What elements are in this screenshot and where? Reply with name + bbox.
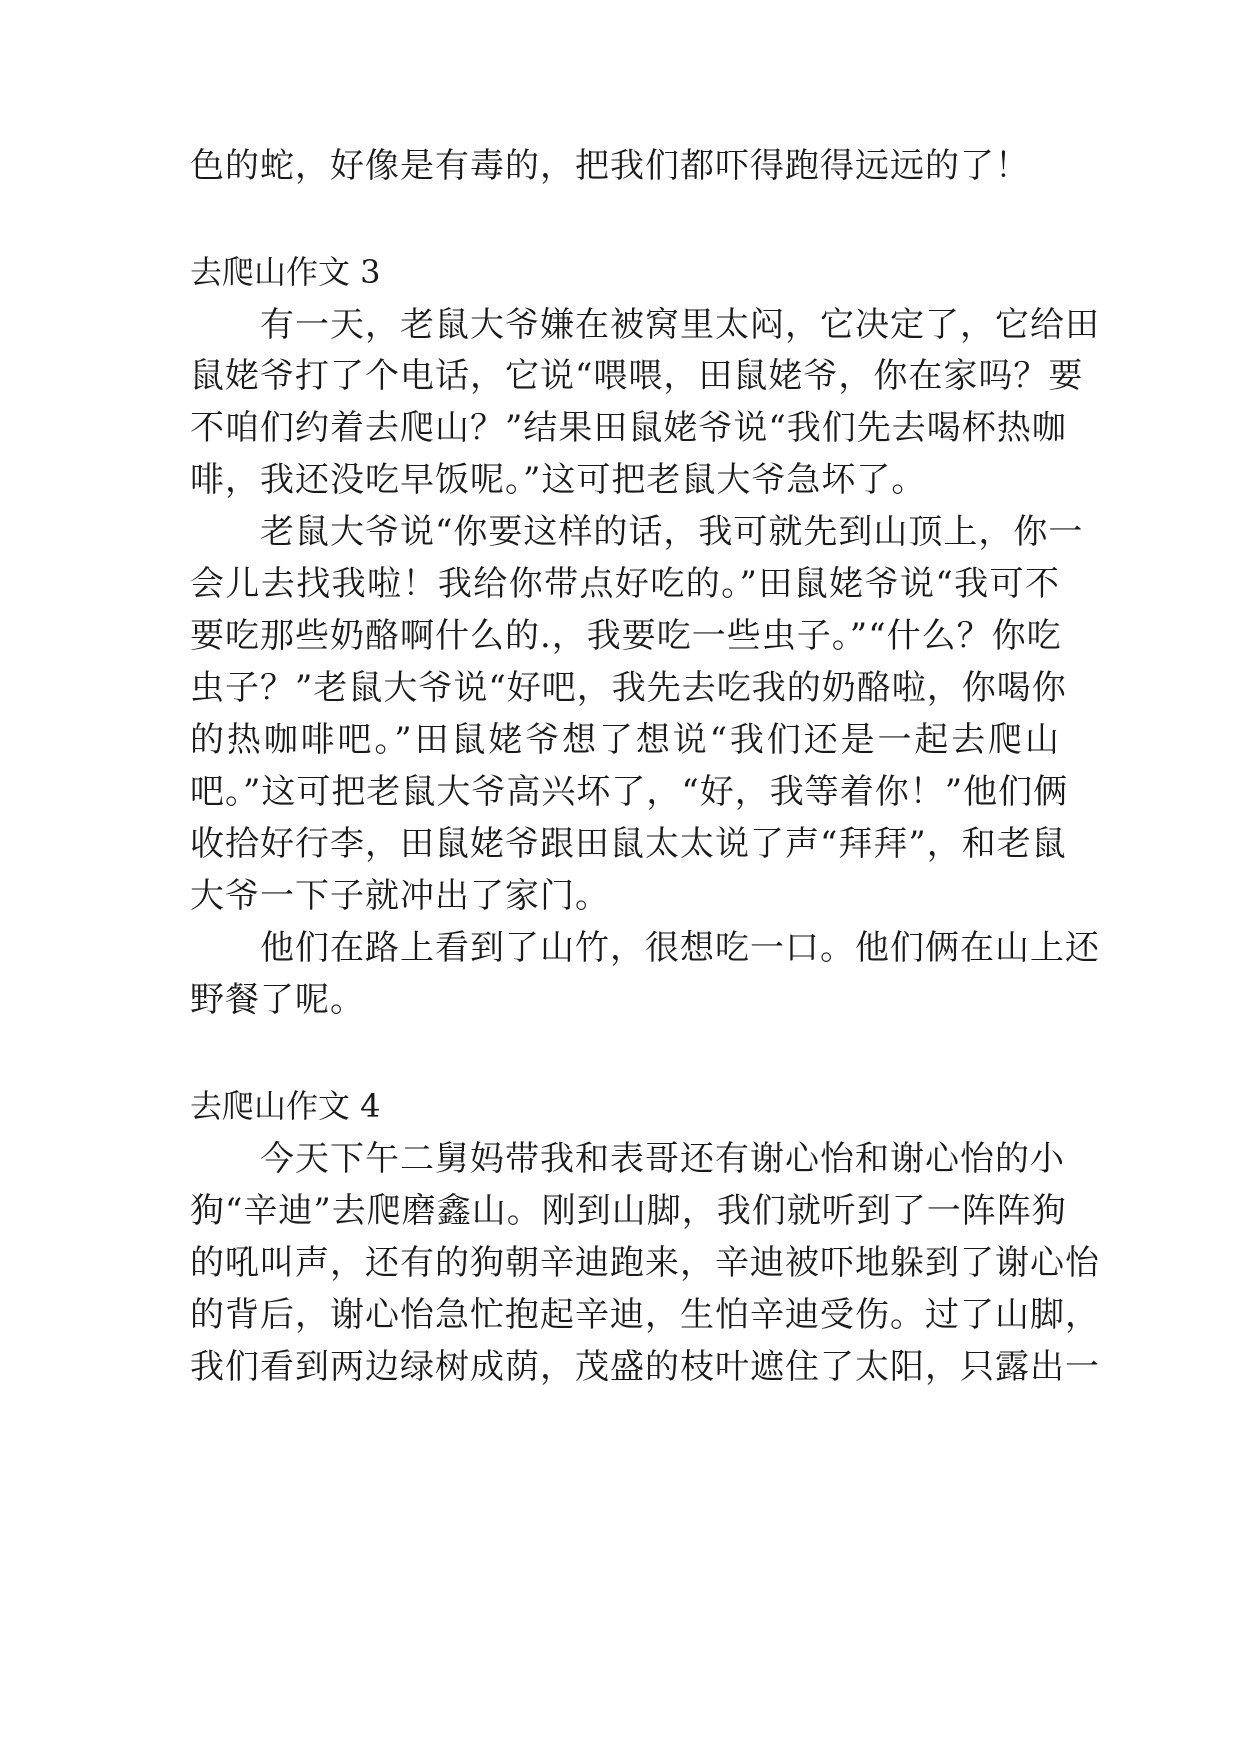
text-line: 会儿去找我啦！我给你带点好吃的。”田鼠姥爷说“我可不 (190, 564, 1060, 604)
text-line: 收拾好行李，田鼠姥爷跟田鼠太太说了声“拜拜”，和老鼠 (190, 824, 1067, 864)
text-line: 吧。”这可把老鼠大爷高兴坏了，“好，我等着你！”他们俩 (190, 772, 1069, 812)
text-line: 的吼叫声，还有的狗朝辛迪跑来，辛迪被吓地躲到了谢心怡 (190, 1243, 1100, 1283)
text-line: 今天下午二舅妈带我和表哥还有谢心怡和谢心怡的小 (190, 1139, 1065, 1179)
text-line: 大爷一下子就冲出了家门。 (190, 876, 610, 916)
text-line: 要吃那些奶酪啊什么的.，我要吃一些虫子。”“什么？你吃 (190, 616, 1062, 656)
text-line: 狗“辛迪”去爬磨鑫山。刚到山脚，我们就听到了一阵阵狗 (190, 1191, 1067, 1231)
section-heading-4: 去爬山作文 4 (190, 1087, 381, 1125)
text-line: 不咱们约着去爬山？”结果田鼠姥爷说“我们先去喝杯热咖 (190, 408, 1067, 448)
text-line: 鼠姥爷打了个电话，它说“喂喂，田鼠姥爷，你在家吗？要 (190, 356, 1084, 396)
text-line: 的热咖啡吧。”田鼠姥爷想了想说“我们还是一起去爬山 (190, 720, 1060, 760)
text-line: 的背后，谢心怡急忙抱起辛迪，生怕辛迪受伤。过了山脚， (190, 1295, 1100, 1335)
text-line: 有一天，老鼠大爷嫌在被窝里太闷，它决定了，它给田 (190, 305, 1100, 345)
text-line: 我们看到两边绿树成荫，茂盛的枝叶遮住了太阳，只露出一 (190, 1347, 1100, 1387)
section-heading-3: 去爬山作文 3 (190, 253, 381, 291)
text-line: 啡，我还没吃早饭呢。”这可把老鼠大爷急坏了。 (190, 460, 927, 500)
text-line: 色的蛇，好像是有毒的，把我们都吓得跑得远远的了！ (190, 146, 1030, 186)
text-line: 虫子？”老鼠大爷说“好吧，我先去吃我的奶酪啦，你喝你 (190, 668, 1067, 708)
text-line: 野餐了呢。 (190, 980, 365, 1020)
text-line: 他们在路上看到了山竹，很想吃一口。他们俩在山上还 (190, 928, 1100, 968)
text-line: 老鼠大爷说“你要这样的话，我可就先到山顶上，你一 (190, 512, 1084, 552)
